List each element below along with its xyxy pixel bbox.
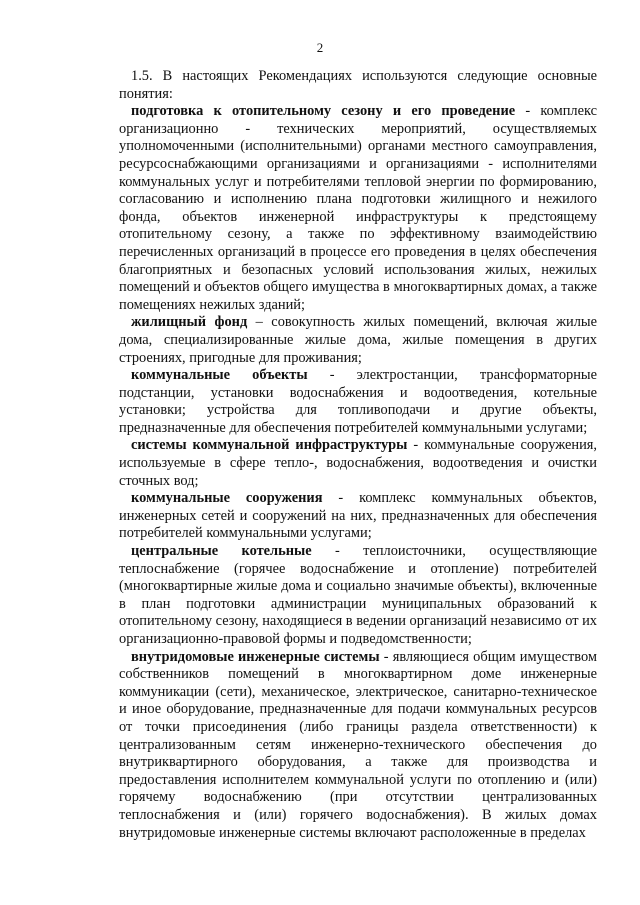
definition-term: центральные котельные	[131, 543, 312, 560]
definition-term: системы коммунальной инфраструктуры	[131, 437, 408, 454]
definition-paragraph	[119, 649, 597, 843]
definition-text: – совокупность жилых помещений, включая жилые дома, специализированные жилые дома, жилые помещения в других строениях, пригодные для проживания;	[119, 314, 597, 366]
definition-paragraph	[119, 543, 597, 649]
definition-term: коммунальные объекты	[131, 367, 308, 384]
definition-term: внутридомовые инженерные системы	[131, 648, 380, 665]
definition-text: - комплекс организационно - технических мероприятий, осуществляемых уполномоченными (исполнительными) органами местного самоуправления, ресурсоснабжающими организациями и организациями - исполнителями коммунальных услуг и потребителями тепловой энергии по формированию, согласованию и исполнению плана подготовки жилищного и нежилого фонда, объектов инженерной инфраструктуры к предстоящему отопительному сезону, а также по эффективному взаимодействию перечисленных организаций в процессе его проведения в целях обеспечения благоприятных и безопасных условий использования жилых, нежилых помещений и объектов общего имущества в многоквартирных домах, а также помещениях нежилых зданий;	[119, 103, 597, 313]
definition-term: жилищный фонд	[131, 314, 248, 331]
definition-paragraph	[119, 103, 597, 314]
definition-text: - теплоисточники, осуществляющие теплоснабжение (горячее водоснабжение и отопление) потребителей (многоквартирные жилые дома и социально значимые объекты), включенные в план подготовки администрации муниципальных образований к отопительному сезону, находящиеся в ведении организаций независимо от их организационно-правовой формы и подведомственности;	[119, 543, 597, 647]
definition-text: - коммунальные сооружения, используемые в сфере тепло-, водоснабжения, водоотведения и очистки сточных вод;	[119, 437, 597, 489]
definition-text: - являющиеся общим имуществом собственников помещений в многоквартирном доме инженерные коммуникации (сети), механическое, электрическое, санитарно-техническое и иное оборудование, предназначенные для подачи коммунальных ресурсов от точки присоединения (либо границы раздела ответственности) к централизованным сетям инженерно-технического обеспечения до внутриквартирного оборудования, а также для производства и предоставления исполнителем коммунальной услуги по отоплению и (или) горячему водоснабжению (при отсутствии централизованных теплоснабжения и (или) горячего водоснабжения). В жилых домах внутридомовые инженерные системы включают расположенные в пределах	[119, 648, 597, 841]
definition-paragraph	[119, 490, 597, 543]
page-number: 2	[316, 40, 324, 55]
definition-term: коммунальные сооружения	[131, 490, 323, 507]
definition-paragraph	[119, 437, 597, 490]
intro-paragraph: 1.5. В настоящих Рекомендациях используются следующие основные понятия:	[119, 68, 597, 102]
definition-paragraph	[119, 314, 597, 367]
definition-text: - электростанции, трансформаторные подстанции, установки водоснабжения и водоотведения, котельные установки; устройства для топливоподачи и другие объекты, предназначенные для обеспечения потребителей коммунальными услугами;	[119, 367, 597, 436]
definition-text: - комплекс коммунальных объектов, инженерных сетей и сооружений на них, предназначенных для обеспечения потребителей коммунальными услугами;	[119, 490, 597, 542]
definition-term: подготовка к отопительному сезону и его проведение	[131, 103, 516, 120]
document-body	[119, 68, 597, 842]
definition-paragraph	[119, 367, 597, 437]
